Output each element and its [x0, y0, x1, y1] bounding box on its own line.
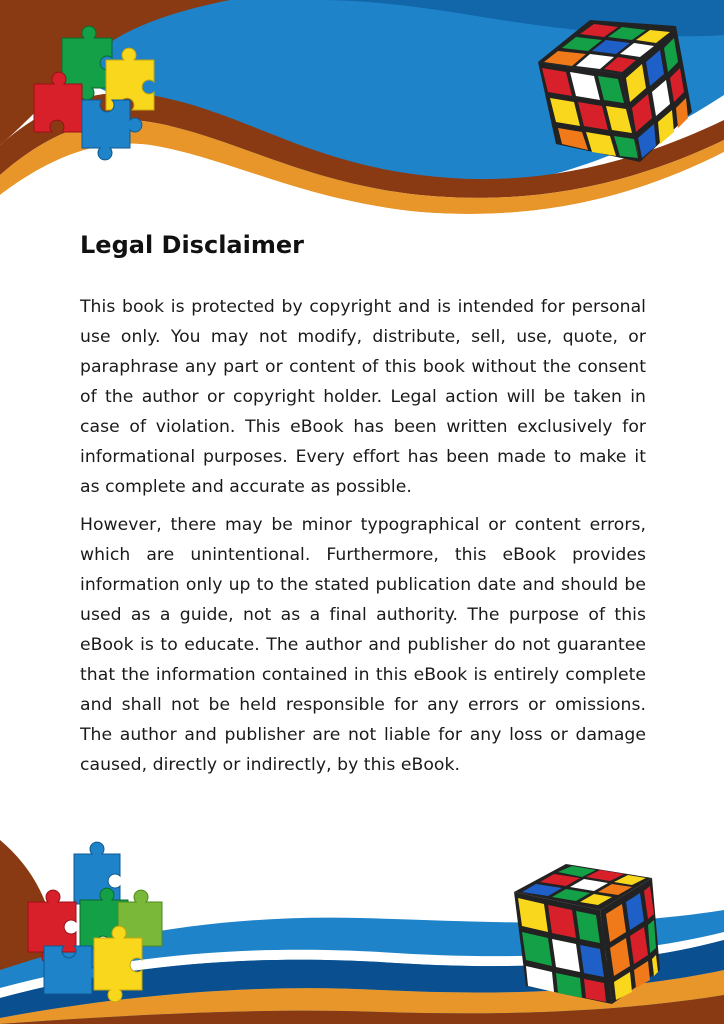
rubiks-cube-icon — [514, 864, 660, 1004]
paragraph-2: However, there may be minor typographical or content errors, which are unintentional. Furthermore, this eBook provides information only up to the stated publication date and should be used as a guide, not as a final authority. The purpose of this eBook is to educate. The author and publisher do not guarantee that the information contained in this eBook is entirely complete and shall not be held responsible for any errors or omissions. The author and publisher are not liable for any loss or damage caused, directly or indirectly, by this eBook. — [80, 515, 646, 775]
paragraph-1: This book is protected by copyright and is intended for personal use only. You may not modify, distribute, sell, use, quote, or paraphrase any part or content of this book without the consent of the author or copyright holder. Legal action will be taken in case of violation. This eBook has been written exclusively for informational purposes. Every effort has been made to make it as complete and accurate as possible. — [80, 297, 646, 497]
disclaimer-content — [80, 226, 646, 788]
puzzle-pieces-icon — [28, 842, 162, 1002]
top-wave-decoration — [0, 0, 724, 240]
page-title: Legal Disclaimer — [80, 231, 304, 259]
bottom-wave-decoration — [0, 820, 724, 1024]
